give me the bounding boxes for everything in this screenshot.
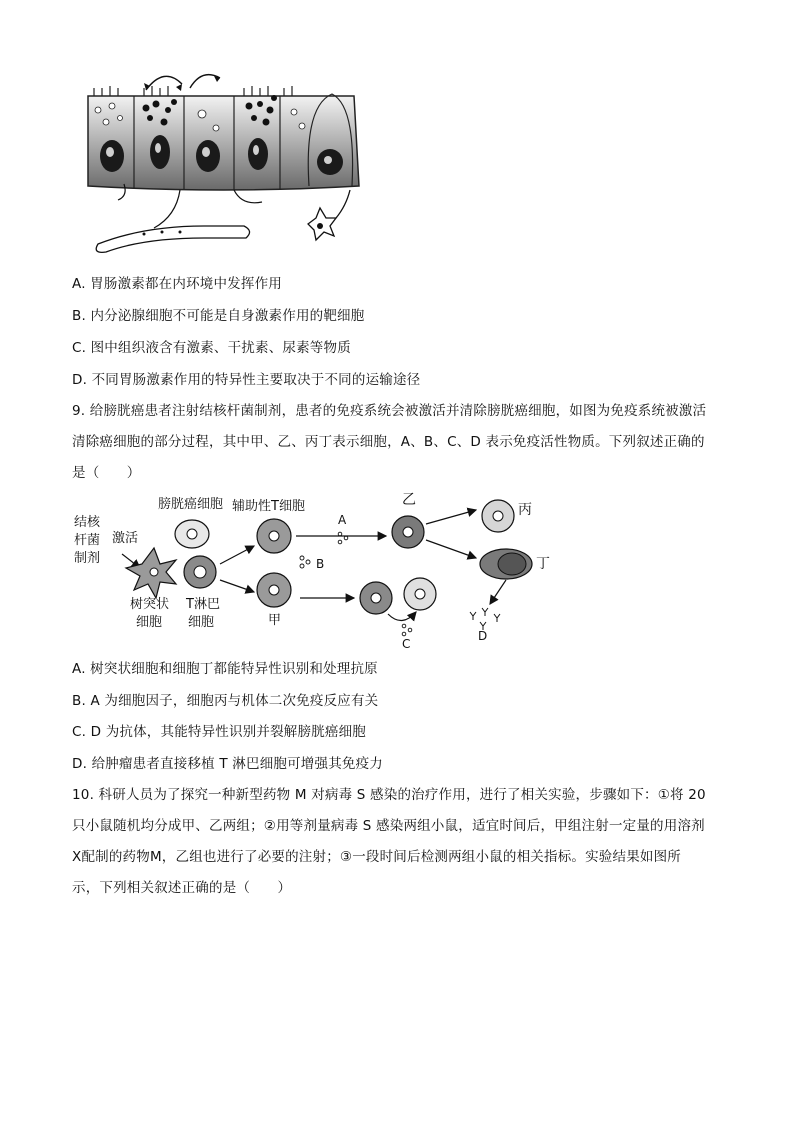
q9-stem-line-1: 9. 给膀胱癌患者注射结核杆菌制剂，患者的免疫系统会被激活并清除膀胱癌细胞，如图为免疫系统被激活 — [72, 403, 707, 419]
q8-option-b: B. 内分泌腺细胞不可能是自身激素作用的靶细胞 — [72, 308, 365, 324]
q9-stem-line-3: 是（ ） — [72, 465, 141, 481]
label-t-lymph-2: 细胞 — [188, 615, 215, 630]
q9-option-b: B. A 为细胞因子，细胞丙与机体二次免疫反应有关 — [72, 693, 379, 709]
q8-option-a: A. 胃肠激素都在内环境中发挥作用 — [72, 276, 282, 292]
label-c: C — [402, 637, 411, 648]
label-tb-prep-1: 结核 — [74, 515, 101, 530]
q10-stem-line-3: X配制的药物M，乙组也进行了必要的注射；③一段时间后检测两组小鼠的相关指标。实验结果如图所 — [72, 849, 681, 865]
label-yi: 乙 — [402, 492, 416, 508]
q9-option-c: C. D 为抗体，其能特异性识别并裂解膀胱癌细胞 — [72, 724, 366, 740]
q10-stem-line-4: 示，下列相关叙述正确的是（ ） — [72, 880, 292, 896]
q8-option-c: C. 图中组织液含有激素、干扰素、尿素等物质 — [72, 340, 351, 356]
label-jia: 甲 — [268, 613, 282, 628]
label-ding: 丁 — [536, 556, 550, 572]
q9-option-a: A. 树突状细胞和细胞丁都能特异性识别和处理抗原 — [72, 661, 378, 677]
gut-endocrine-cells-figure — [84, 66, 374, 256]
label-dendritic-1: 树突状 — [130, 597, 170, 612]
q10-stem-line-1: 10. 科研人员为了探究一种新型药物 M 对病毒 S 感染的治疗作用，进行了相关实验，步骤如下：①将 20 — [72, 787, 706, 803]
label-helper-t: 辅助性T细胞 — [232, 499, 305, 514]
label-a: A — [338, 513, 347, 527]
immune-activation-diagram — [70, 488, 560, 648]
label-b: B — [316, 557, 325, 571]
q9-option-d: D. 给肿瘤患者直接移植 T 淋巴细胞可增强其免疫力 — [72, 756, 384, 772]
q9-stem-line-2: 清除癌细胞的部分过程，其中甲、乙、丙丁表示细胞，A、B、C、D 表示免疫活性物质。下列叙述正确的 — [72, 434, 705, 450]
label-activate: 激活 — [112, 531, 139, 546]
label-tb-prep-3: 制剂 — [74, 551, 101, 566]
q8-option-d: D. 不同胃肠激素作用的特异性主要取决于不同的运输途径 — [72, 372, 421, 388]
label-bing: 丙 — [518, 502, 532, 518]
label-tb-prep-2: 杆菌 — [74, 533, 101, 548]
label-cancer-cell: 膀胱癌细胞 — [158, 497, 224, 512]
label-d: D — [478, 629, 488, 643]
label-t-lymph-1: T淋巴 — [186, 597, 220, 612]
q10-stem-line-2: 只小鼠随机均分成甲、乙两组；②用等剂量病毒 S 感染两组小鼠，适宜时间后，甲组注射一定量的用溶剂 — [72, 818, 705, 834]
label-dendritic-2: 细胞 — [136, 615, 163, 630]
